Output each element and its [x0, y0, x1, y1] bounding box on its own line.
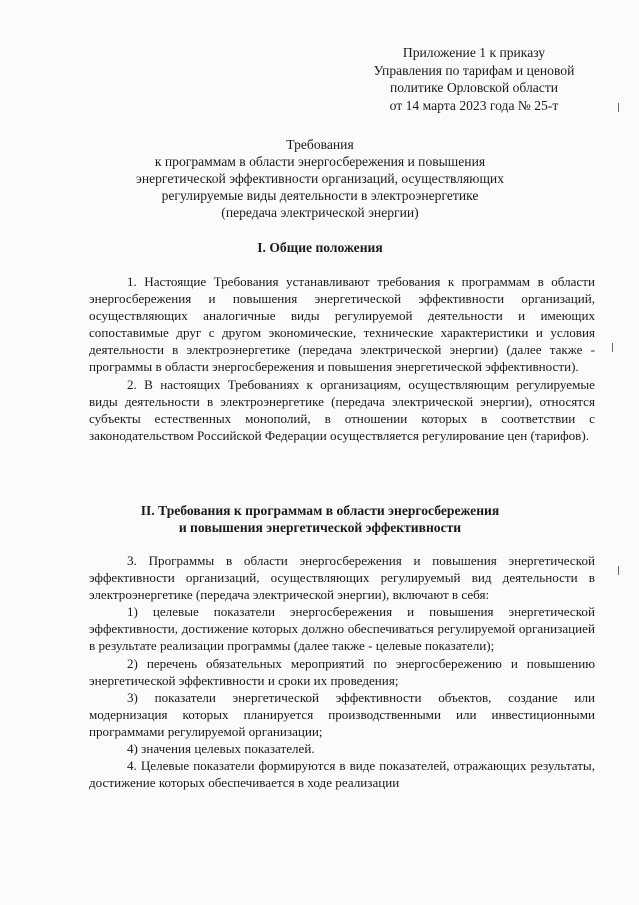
title-line-5: (передача электрической энергии) — [221, 205, 419, 220]
section-1-heading-text: I. Общие положения — [257, 240, 383, 255]
section-2-body — [89, 552, 595, 791]
appendix-line-1: Приложение 1 к приказу — [402, 45, 546, 60]
paragraph-3: 3. Программы в области энергосбережения и повышения энергетической эффективности организаций, осуществляющих регулируемый вид деятельности в электроэнергетике (передача электрической энергии), включают в себя: — [89, 553, 595, 603]
paragraph-2: 2. В настоящих Требованиях к организациям, осуществляющим регулируемые виды деятельности в электроэнергетике (передача электрической энергии), относятся субъекты естественных монополий, в отношении которых в соответствии с законодательством Российской Федерации осуществляется регулирование цен (тарифов). — [89, 376, 595, 443]
paragraph-1: 1. Настоящие Требования устанавливают требования к программам в области энергосбережения и повышения энергетической эффективности организаций, осуществляющих аналогичные виды регулируемой деятельности и имеющих сопоставимые друг с другом экономические, технические характеристики и условия деятельности в электроэнергетике (передача электрической энергии) (далее также - программы в области энергосбережения и повышения энергетической эффективности). — [89, 274, 595, 375]
title-line-3: энергетической эффективности организаций, осуществляющих — [135, 171, 504, 186]
section-1-body — [89, 273, 595, 444]
requirements-list — [89, 603, 595, 757]
title-line-1: Требования — [286, 137, 354, 152]
list-item: 3) показатели энергетической эффективности объектов, создание или модернизация которых планируется производственными или инвестиционными программами регулируемой организации; — [89, 689, 595, 739]
title-line-4: регулируемые виды деятельности в электроэнергетике — [161, 188, 479, 203]
scan-mark — [612, 343, 613, 352]
list-item: 1) целевые показатели энергосбережения и повышения энергетической эффективности, достижение которых должно обеспечиваться регулируемой организацией в результате реализации программы (далее также - целевые показатели); — [89, 604, 595, 654]
scan-mark — [618, 103, 619, 112]
title-line-2: к программам в области энергосбережения и повышения — [154, 154, 486, 169]
section-2-heading — [80, 502, 560, 536]
section-1-heading — [80, 239, 560, 256]
section-2-heading-line-2: и повышения энергетической эффективности — [178, 520, 462, 535]
list-item: 4) значения целевых показателей. — [127, 741, 315, 757]
appendix-line-3: политике Орловской области — [389, 80, 559, 95]
list-item: 2) перечень обязательных мероприятий по энергосбережению и повышению энергетической эффективности и сроки их проведения; — [89, 655, 595, 688]
appendix-line-2: Управления по тарифам и ценовой — [373, 62, 575, 78]
section-2-heading-line-1: II. Требования к программам в области энергосбережения — [140, 503, 500, 518]
scan-mark — [618, 566, 619, 575]
paragraph-4: 4. Целевые показатели формируются в виде показателей, отражающих результаты, достижение которых обеспечивается в ходе реализации — [89, 758, 595, 791]
document-title — [130, 136, 510, 221]
appendix-line-4: от 14 марта 2023 года № 25-т — [389, 97, 559, 113]
appendix-note — [340, 44, 608, 114]
